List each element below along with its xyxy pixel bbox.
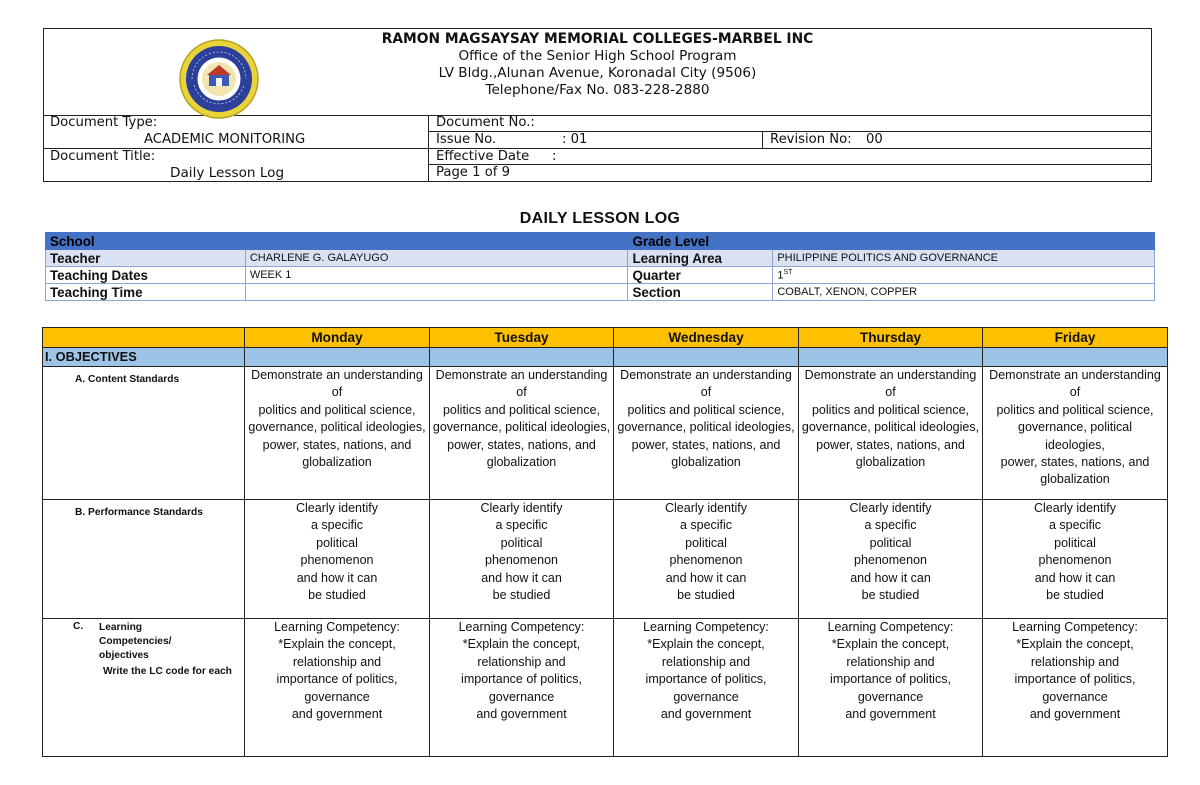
text-line: and how it can xyxy=(296,570,378,585)
text-line: phenomenon xyxy=(854,553,927,568)
learning-area-value: PHILIPPINE POLITICS AND GOVERNANCE xyxy=(773,250,1155,267)
learning-competency-cell xyxy=(983,619,1168,757)
objectives-cell xyxy=(983,348,1168,367)
text-line: political xyxy=(500,535,543,550)
text-line: and government xyxy=(476,707,567,722)
document-info-grid xyxy=(44,115,1151,181)
text-line: *Explain the concept, xyxy=(278,637,396,652)
doc-title-value: Daily Lesson Log xyxy=(170,165,285,181)
performance-standards-cell xyxy=(983,500,1168,619)
text-line: of xyxy=(1069,385,1081,400)
performance-standards-cell xyxy=(245,500,430,619)
performance-standards-row xyxy=(43,500,1168,619)
text-line: power, states, nations, and xyxy=(816,437,965,452)
lc-heading: Learning Competency: xyxy=(827,620,954,634)
day-header-blank xyxy=(43,328,245,348)
learning-competency-cell xyxy=(614,619,799,757)
learning-competencies-label xyxy=(43,619,245,757)
text-line: of xyxy=(331,385,343,400)
issue-label: Issue No. xyxy=(436,132,497,147)
content-standards-cell xyxy=(614,367,799,500)
day-header-friday: Friday xyxy=(983,328,1168,348)
lc-heading: Learning Competency: xyxy=(643,620,769,634)
quarter-label: Quarter xyxy=(628,267,773,284)
text-line: power, states, nations, and xyxy=(262,437,412,452)
text-line: governance xyxy=(673,689,739,704)
text-line: importance of politics, xyxy=(276,672,398,687)
objectives-cell xyxy=(245,348,430,367)
doc-type-value: ACADEMIC MONITORING xyxy=(144,132,306,147)
content-standards-cell xyxy=(430,367,614,500)
text-line: phenomenon xyxy=(1038,553,1112,568)
text-line: a specific xyxy=(679,518,733,533)
page-number: Page 1 of 9 xyxy=(436,165,510,180)
lc-heading: Learning Competency: xyxy=(274,620,400,634)
lesson-info-table xyxy=(45,232,1155,301)
learning-competencies-row xyxy=(43,619,1168,757)
text-line: Clearly identify xyxy=(296,501,378,515)
info-row-school xyxy=(46,233,1155,250)
text-line: political xyxy=(316,535,358,550)
learning-competency-cell xyxy=(430,619,614,757)
teaching-dates-label: Teaching Dates xyxy=(46,267,246,284)
text-line: Demonstrate an understanding xyxy=(989,368,1161,382)
text-line: Clearly identify xyxy=(849,501,932,515)
text-line: a specific xyxy=(1048,518,1102,533)
org-phone: Telephone/Fax No. 083-228-2880 xyxy=(485,82,710,98)
effective-date-label: Effective Date xyxy=(436,149,530,164)
text-line: power, states, nations, and xyxy=(631,437,781,452)
text-line: *Explain the concept, xyxy=(831,637,950,652)
day-header-wednesday: Wednesday xyxy=(614,328,799,348)
text-line: Clearly identify xyxy=(665,501,747,515)
text-line: of xyxy=(516,385,527,400)
text-line: relationship and xyxy=(1030,654,1120,669)
lc-heading: Learning Competency: xyxy=(458,620,585,634)
content-standards-cell xyxy=(799,367,983,500)
issue-value: : 01 xyxy=(562,132,588,147)
text-line: be studied xyxy=(1046,588,1104,603)
day-header-tuesday: Tuesday xyxy=(430,328,614,348)
org-address: LV Bldg.,Alunan Avenue, Koronadal City (9506) xyxy=(438,65,757,81)
text-line: political xyxy=(685,535,727,550)
text-line: Demonstrate an understanding xyxy=(804,368,977,382)
content-standards-cell xyxy=(983,367,1168,500)
text-line: Demonstrate an understanding xyxy=(435,368,608,382)
day-header-thursday: Thursday xyxy=(799,328,983,348)
text-line: governance xyxy=(1042,689,1108,704)
text-line: and government xyxy=(660,707,752,722)
info-row-teacher xyxy=(46,250,1155,267)
revision-label: Revision No: xyxy=(770,132,852,147)
teacher-label: Teacher xyxy=(46,250,246,267)
day-header-row xyxy=(43,328,1168,348)
text-line: a specific xyxy=(310,518,364,533)
performance-standards-cell xyxy=(430,500,614,619)
daily-lesson-table xyxy=(42,327,1168,757)
text-line: be studied xyxy=(677,588,735,603)
text-line: and government xyxy=(291,707,383,722)
teaching-dates-value: WEEK 1 xyxy=(245,267,628,284)
section-label: Section xyxy=(628,284,773,301)
text-line: politics and political science, xyxy=(258,402,416,417)
performance-standards-cell xyxy=(614,500,799,619)
teacher-value: CHARLENE G. GALAYUGO xyxy=(245,250,628,267)
content-standards-label-text: A. Content Standards xyxy=(75,374,180,385)
text-line: relationship and xyxy=(661,654,751,669)
text-line: governance xyxy=(304,689,370,704)
objectives-cell xyxy=(430,348,614,367)
org-name: RAMON MAGSAYSAY MEMORIAL COLLEGES-MARBEL INC xyxy=(381,31,814,47)
text-line: relationship and xyxy=(477,654,566,669)
text-line: governance, political ideologies, xyxy=(432,420,611,435)
learning-competency-cell xyxy=(245,619,430,757)
objectives-row xyxy=(43,348,1168,367)
text-line: governance, political ideologies, xyxy=(801,420,980,435)
objectives-cell xyxy=(799,348,983,367)
grade-level-label: Grade Level xyxy=(628,233,773,250)
text-line: power, states, nations, and xyxy=(1000,455,1150,470)
effective-date-value: : xyxy=(552,149,557,164)
doc-title-label: Document Title: xyxy=(50,149,156,164)
page-title: DAILY LESSON LOG xyxy=(519,210,681,227)
text-line: be studied xyxy=(861,588,920,603)
text-line: importance of politics, xyxy=(645,672,767,687)
text-line: and how it can xyxy=(481,570,562,585)
text-line: political xyxy=(1054,535,1096,550)
text-line: politics and political science, xyxy=(442,402,601,417)
performance-standards-cell xyxy=(799,500,983,619)
text-line: importance of politics, xyxy=(1014,672,1136,687)
objectives-cell xyxy=(614,348,799,367)
text-line: politics and political science, xyxy=(811,402,970,417)
text-line: and government xyxy=(845,707,936,722)
revision-value: 00 xyxy=(866,132,883,147)
text-line: and how it can xyxy=(850,570,931,585)
text-line: Demonstrate an understanding xyxy=(620,368,792,382)
doc-number-label: Document No.: xyxy=(436,115,535,130)
content-standards-row xyxy=(43,367,1168,500)
info-row-dates xyxy=(46,267,1155,284)
objectives-label: I. OBJECTIVES xyxy=(43,348,245,367)
content-standards-label xyxy=(43,367,245,500)
section-value: COBALT, XENON, COPPER xyxy=(773,284,1155,301)
text-line: governance xyxy=(488,689,555,704)
day-header-monday: Monday xyxy=(245,328,430,348)
teaching-time-label: Teaching Time xyxy=(46,284,246,301)
quarter-suffix: ST xyxy=(783,268,793,276)
text-line: a specific xyxy=(495,518,548,533)
lc-label-note: Write the LC code for each xyxy=(103,666,232,677)
doc-type-label: Document Type: xyxy=(50,115,158,130)
text-line: of xyxy=(885,385,896,400)
grade-level-value xyxy=(773,233,1155,250)
document-header xyxy=(43,28,1152,182)
learning-area-label: Learning Area xyxy=(628,250,773,267)
text-line: ideologies, xyxy=(1045,437,1105,452)
lc-label-line: Learning xyxy=(99,622,143,633)
text-line: governance, political ideologies, xyxy=(617,420,795,435)
info-row-time xyxy=(46,284,1155,301)
lc-label-line: Competencies/ xyxy=(99,636,172,647)
learning-competency-cell xyxy=(799,619,983,757)
text-line: globalization xyxy=(302,455,372,470)
quarter-value xyxy=(773,267,1155,284)
text-line: importance of politics, xyxy=(830,672,951,687)
text-line: of xyxy=(700,385,712,400)
header-org-block xyxy=(44,29,1151,116)
text-line: political xyxy=(869,535,912,550)
text-line: globalization xyxy=(671,455,741,470)
text-line: a specific xyxy=(864,518,917,533)
text-line: and how it can xyxy=(665,570,747,585)
text-line: globalization xyxy=(1040,472,1110,487)
text-line: Clearly identify xyxy=(1034,501,1116,515)
text-line: globalization xyxy=(486,455,557,470)
text-line: power, states, nations, and xyxy=(447,437,596,452)
text-line: politics and political science, xyxy=(627,402,785,417)
text-line: and how it can xyxy=(1034,570,1116,585)
text-line: governance, political ideologies, xyxy=(248,420,426,435)
text-line: politics and political science, xyxy=(996,402,1154,417)
text-line: and government xyxy=(1029,707,1121,722)
text-line: importance of politics, xyxy=(461,672,582,687)
school-value xyxy=(245,233,628,250)
text-line: relationship and xyxy=(292,654,382,669)
text-line: governance, political xyxy=(1018,420,1132,435)
text-line: Demonstrate an understanding xyxy=(251,368,423,382)
lc-label-line: objectives xyxy=(99,650,149,661)
lc-heading: Learning Competency: xyxy=(1012,620,1138,634)
text-line: be studied xyxy=(308,588,366,603)
text-line: relationship and xyxy=(846,654,935,669)
text-line: phenomenon xyxy=(485,553,558,568)
school-label: School xyxy=(46,233,246,250)
teaching-time-value xyxy=(245,284,628,301)
performance-standards-label-text: B. Performance Standards xyxy=(75,507,203,518)
text-line: phenomenon xyxy=(669,553,743,568)
text-line: *Explain the concept, xyxy=(647,637,765,652)
quarter-number: 1 xyxy=(777,269,784,282)
org-office: Office of the Senior High School Program xyxy=(458,48,737,64)
text-line: *Explain the concept, xyxy=(1016,637,1134,652)
content-standards-cell xyxy=(245,367,430,500)
performance-standards-label xyxy=(43,500,245,619)
text-line: be studied xyxy=(492,588,551,603)
text-line: *Explain the concept, xyxy=(462,637,581,652)
text-line: Clearly identify xyxy=(480,501,563,515)
lc-label-letter: C. xyxy=(73,621,84,632)
text-line: phenomenon xyxy=(300,553,374,568)
text-line: governance xyxy=(857,689,924,704)
text-line: globalization xyxy=(855,455,926,470)
